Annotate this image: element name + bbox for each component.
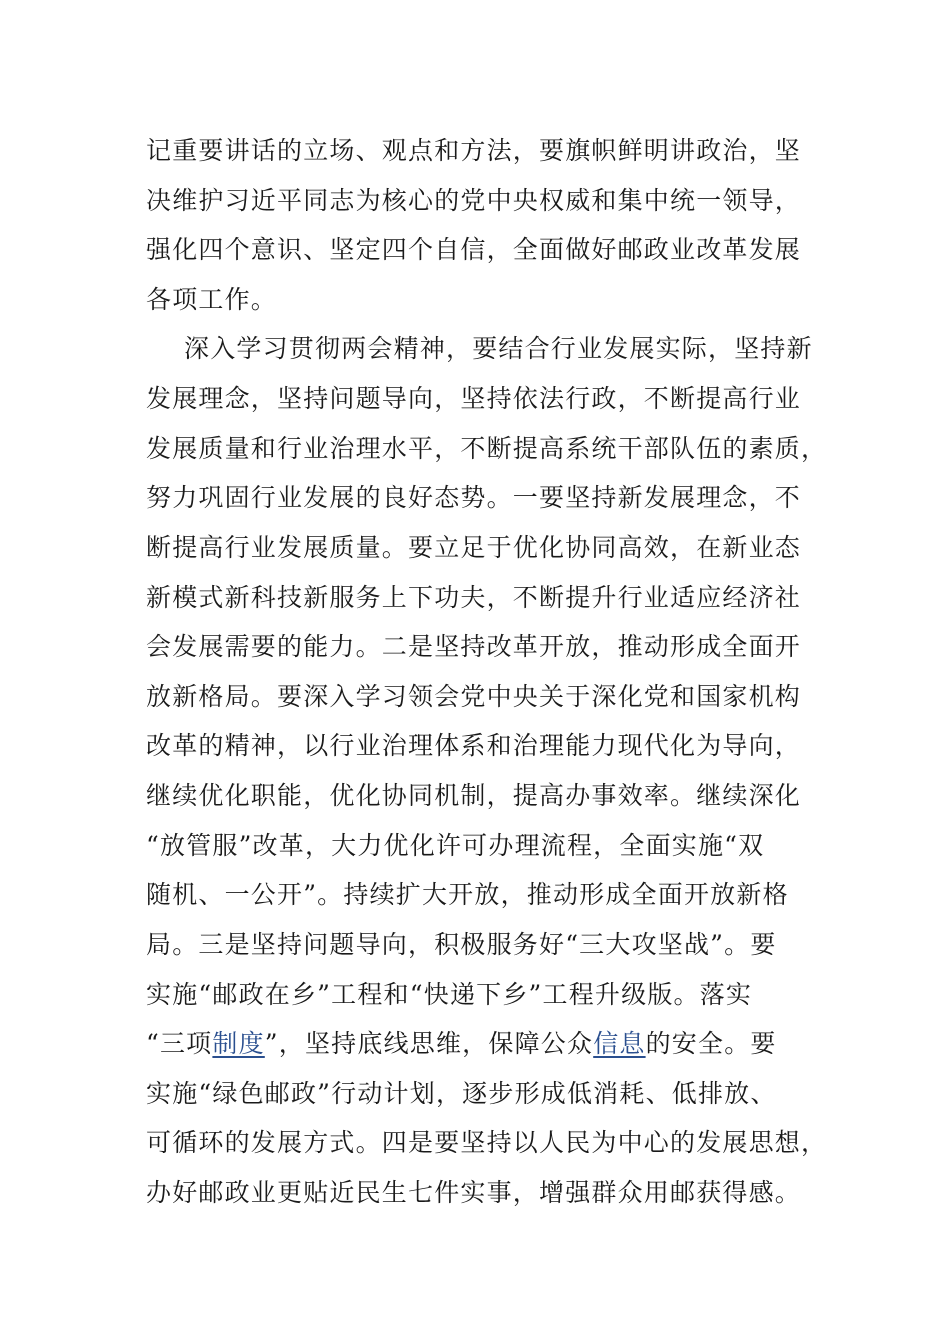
paragraph-first-line: 深入学习贯彻两会精神，要结合行业发展实际，坚持新 [184,334,813,363]
text-line: 会发展需要的能力。二是坚持改革开放，推动形成全面开 [146,632,802,661]
text-segment: 的安全。要 [645,1029,777,1058]
text-line: 断提高行业发展质量。要立足于优化协同高效，在新业态 [146,533,802,562]
text-line: 努力巩固行业发展的良好态势。一要坚持新发展理念，不 [146,483,802,512]
text-segment: ”，坚持底线思维，保障公众 [264,1029,594,1058]
text-line: 随机、一公开”。持续扩大开放，推动形成全面开放新格 [146,880,789,909]
text-line: 实施“邮政在乡”工程和“快递下乡”工程升级版。落实 [146,980,753,1009]
text-line: “放管服”改革，大力优化许可办理流程，全面实施“双 [146,831,765,860]
text-line: 实施“绿色邮政”行动计划，逐步形成低消耗、低排放、 [146,1079,777,1108]
text-line: 局。三是坚持问题导向，积极服务好“三大攻坚战”。要 [146,930,777,959]
text-line: 放新格局。要深入学习领会党中央关于深化党和国家机构 [146,682,802,711]
text-line: 强化四个意识、坚定四个自信，全面做好邮政业改革发展 [146,235,802,264]
text-line: 发展理念，坚持问题导向，坚持依法行政，不断提高行业 [146,384,802,413]
text-line: 各项工作。 [146,285,278,314]
text-line: 可循环的发展方式。四是要坚持以人民为中心的发展思想， [146,1128,828,1157]
text-line: 改革的精神，以行业治理体系和治理能力现代化为导向， [146,731,802,760]
link-xinxi[interactable]: 信息 [593,1029,646,1058]
text-segment: “三项 [146,1029,213,1058]
text-line: 继续优化职能，优化协同机制，提高办事效率。继续深化 [146,781,802,810]
text-line: 办好邮政业更贴近民生七件实事，增强群众用邮获得感。 [146,1178,802,1207]
link-zhidu[interactable]: 制度 [212,1029,265,1058]
text-line: 发展质量和行业治理水平，不断提高系统干部队伍的素质， [146,434,828,463]
text-line: 决维护习近平同志为核心的党中央权威和集中统一领导， [146,186,802,215]
text-line: 记重要讲话的立场、观点和方法，要旗帜鲜明讲政治，坚 [146,136,802,165]
text-line-with-links [146,1019,806,1069]
text-line: 新模式新科技新服务上下功夫，不断提升行业适应经济社 [146,583,802,612]
